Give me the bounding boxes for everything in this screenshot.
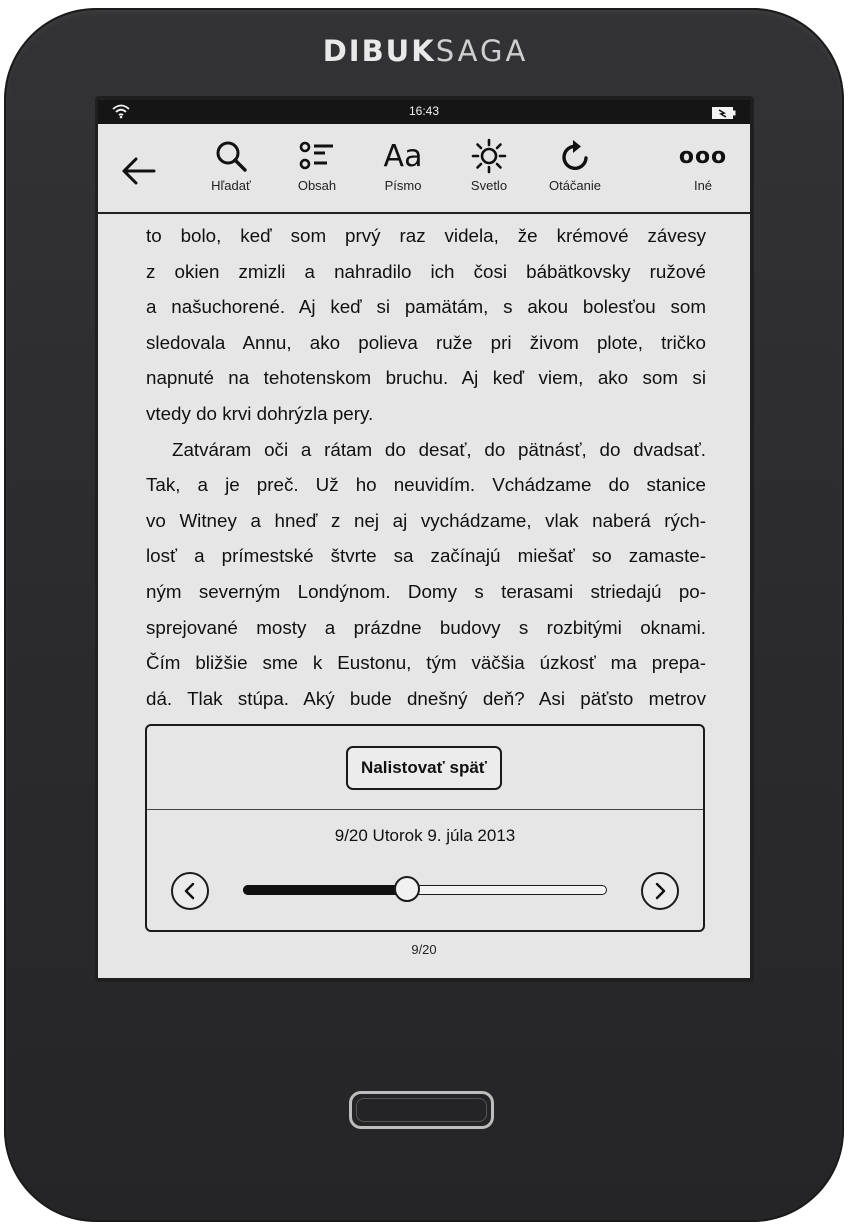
text-line: ným severným Londýnom. Domy s terasami striedajú po- xyxy=(146,580,706,602)
chevron-right-icon xyxy=(653,882,667,900)
text-line: dá. Tlak stúpa. Aký bude dnešný deň? Asi päťsto metrov xyxy=(146,687,706,709)
text-line: Tak, a je preč. Už ho neuvidím. Vchádzame do stanice xyxy=(146,474,706,496)
text-line: a našuchorené. Aj keď si pamätám, s akou bolesťou som xyxy=(146,296,706,318)
text-line: Zatváram oči a rátam do desať, do pätnásť, do dvadsať. xyxy=(172,438,706,460)
next-page-button[interactable] xyxy=(641,872,679,910)
text-line: losť a prímestské štvrte sa začínajú miešať so zamaste- xyxy=(146,545,706,567)
brand-logo xyxy=(0,34,851,68)
light-button[interactable] xyxy=(446,138,532,193)
rotate-icon xyxy=(532,138,618,174)
contents-icon xyxy=(274,138,360,174)
search-icon xyxy=(188,138,274,174)
contents-label: Obsah xyxy=(297,178,337,193)
search-button[interactable] xyxy=(188,138,274,193)
brand-part2: SAGA xyxy=(435,34,529,68)
home-button[interactable] xyxy=(349,1091,494,1129)
slider-thumb[interactable] xyxy=(394,876,420,902)
more-icon xyxy=(660,138,746,174)
font-button[interactable] xyxy=(360,138,446,193)
text-line: sprejované mosty a prázdne budovy s rozbitými oknami. xyxy=(146,616,706,638)
contents-button[interactable] xyxy=(274,138,360,193)
book-text xyxy=(146,218,706,716)
text-line: vtedy do krvi dohrýzla pery. xyxy=(146,402,374,424)
text-line: napnuté na tehotenskom bruchu. Aj keď viem, ako som si xyxy=(146,367,706,389)
text-line: z okien zmizli a nahradilo ich čosi bábätkovsky ružové xyxy=(146,260,706,282)
nav-back-button[interactable]: Nalistovať späť xyxy=(346,746,502,790)
rotate-label: Otáčanie xyxy=(548,178,602,193)
status-time: 16:43 xyxy=(408,104,440,118)
font-icon-text: Aa xyxy=(383,138,423,174)
chevron-left-icon xyxy=(183,882,197,900)
light-label: Svetlo xyxy=(470,178,508,193)
navigation-panel xyxy=(145,724,705,932)
slider-fill xyxy=(243,885,407,895)
text-line: sledovala Annu, ako polieva ruže pri živom plote, tričko xyxy=(146,331,706,353)
search-label: Hľadať xyxy=(211,178,251,193)
text-line: to bolo, keď som prvý raz videla, že krémové závesy xyxy=(146,225,706,246)
screen xyxy=(98,100,750,978)
page-info: 9/20 Utorok 9. júla 2013 xyxy=(334,826,516,845)
battery-icon xyxy=(712,106,736,124)
more-icon-text: ooo xyxy=(678,143,728,169)
rotate-button[interactable] xyxy=(532,138,618,193)
page-slider[interactable] xyxy=(243,882,607,898)
reader-toolbar xyxy=(98,124,750,214)
text-line: vo Witney a hneď z nej aj vychádzame, vlak naberá rých- xyxy=(146,509,706,531)
panel-divider xyxy=(147,809,703,810)
more-button[interactable] xyxy=(660,138,746,193)
prev-page-button[interactable] xyxy=(171,872,209,910)
brand-part1: DIBUK xyxy=(322,34,436,68)
page-indicator: 9/20 xyxy=(411,942,437,957)
back-arrow-icon[interactable] xyxy=(120,156,156,191)
status-bar xyxy=(98,100,750,124)
font-label: Písmo xyxy=(384,178,422,193)
font-icon xyxy=(360,138,446,174)
more-label: Iné xyxy=(693,178,713,193)
light-icon xyxy=(446,138,532,174)
text-line: Čím bližšie sme k Eustonu, tým väčšia úzkosť ma prepa- xyxy=(146,652,706,674)
